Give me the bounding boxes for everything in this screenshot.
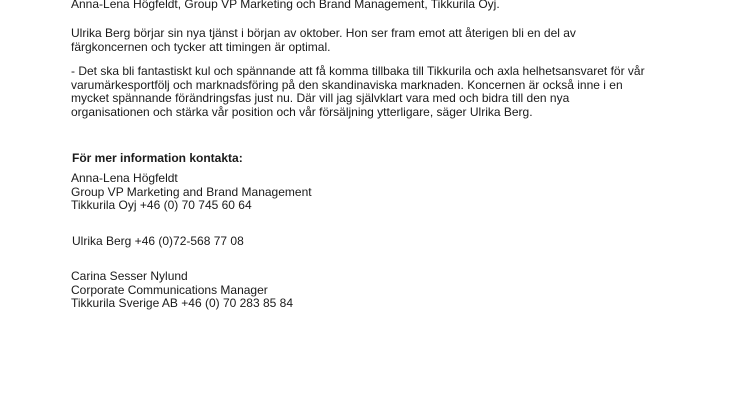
contact-name: Anna-Lena Högfeldt — [71, 171, 178, 185]
top-line-text: Anna-Lena Högfeldt, Group VP Marketing och Brand Management, Tikkurila Oyj. — [71, 0, 500, 11]
contact-title: Group VP Marketing and Brand Management — [71, 184, 312, 199]
paragraph-1-line: färgkoncernen och tycker att timingen är optimal. — [71, 39, 331, 54]
contact-heading — [72, 152, 682, 166]
contact-title: Corporate Communications Manager — [71, 282, 268, 297]
contact-phone: Ulrika Berg +46 (0)72-568 77 08 — [72, 234, 244, 248]
contact-heading-text: För mer information kontakta: — [72, 151, 243, 165]
paragraph-2-line: varumärkesportfölj och marknadsföring på den skandinaviska marknaden. Koncernen är också inne i en — [71, 77, 623, 92]
paragraph-2-line: organisationen och stärka vår position och vår försäljning ytterligare, säger Ulrika Berg. — [71, 104, 533, 119]
paragraph-1 — [71, 27, 681, 54]
paragraph-1-line: Ulrika Berg börjar sin nya tjänst i början av oktober. Hon ser fram emot att återigen bli en del av — [71, 26, 576, 40]
contact-phone: Tikkurila Oyj +46 (0) 70 745 60 64 — [71, 198, 252, 212]
contact-anna-lena — [71, 172, 681, 213]
contact-ulrika — [72, 235, 682, 249]
top-line — [71, 0, 681, 12]
contact-carina — [71, 270, 681, 311]
paragraph-2-line: mycket spännande förändringsfas just nu. Där vill jag självklart vara med och bidra till den nya — [71, 91, 570, 105]
contact-name: Carina Sesser Nylund — [71, 269, 188, 283]
paragraph-2 — [71, 65, 681, 119]
paragraph-2-line: - Det ska bli fantastiskt kul och spännande att få komma tillbaka till Tikkurila och axla helhetsansvaret för vår — [71, 64, 645, 78]
contact-phone: Tikkurila Sverige AB +46 (0) 70 283 85 84 — [71, 296, 294, 310]
